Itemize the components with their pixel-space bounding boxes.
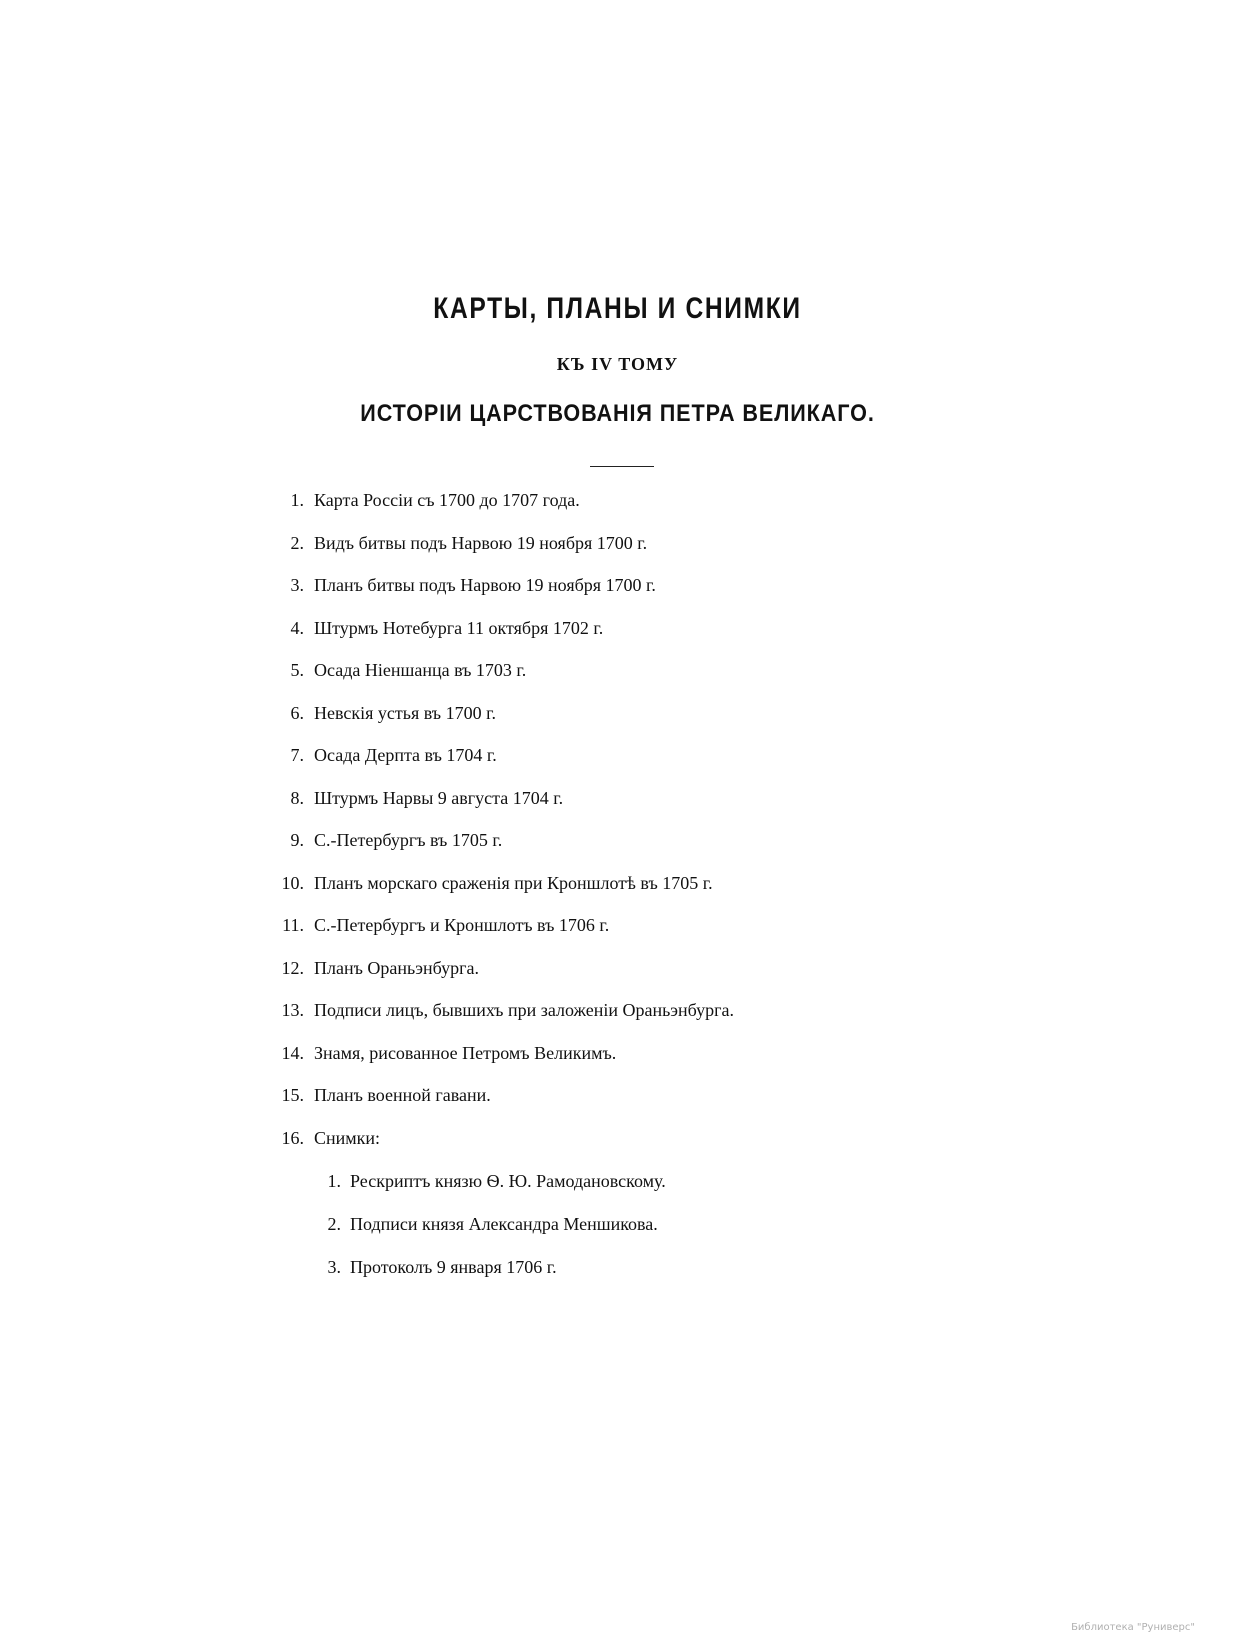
item-number: 10. [281,873,304,893]
sub-item-text: Подписи князя Александра Меншикова. [350,1214,658,1234]
item-text: Невскія устья въ 1700 г. [314,703,496,723]
item-text: Карта Россіи съ 1700 до 1707 года. [314,490,580,510]
item-number: 9. [290,830,304,850]
item-number: 12. [281,958,304,978]
item-text: С.-Петербургъ и Кроншлотъ въ 1706 г. [314,915,610,935]
item-text: Планъ битвы подъ Нарвою 19 ноября 1700 г. [314,575,656,595]
work-title: ИСТОРІИ ЦАРСТВОВАНІЯ ПЕТРА ВЕЛИКАГО. [360,400,875,427]
item-text: Видъ битвы подъ Нарвою 19 ноября 1700 г. [314,533,648,553]
item-number: 16. [281,1128,304,1148]
item-text: Знамя, рисованное Петромъ Великимъ. [314,1043,617,1063]
title-divider [590,466,654,467]
item-number: 4. [290,618,304,638]
page-title: КАРТЫ, ПЛАНЫ И СНИМКИ [433,292,802,325]
item-text: Планъ военной гавани. [314,1085,491,1105]
item-number: 8. [290,788,304,808]
item-text: Планъ морскаго сраженія при Кроншлотѣ въ 1705 г. [314,873,713,893]
item-number: 6. [290,703,304,723]
item-number: 1. [290,490,304,510]
item-text: Планъ Ораньэнбурга. [314,958,479,978]
item-text: Снимки: [314,1128,381,1148]
library-watermark: Библиотека "Руниверс" [1071,1622,1195,1633]
sub-item-text: Рескриптъ князю Ѳ. Ю. Рамодановскому. [350,1171,666,1191]
item-number: 3. [290,575,304,595]
item-text: Осада Дерпта въ 1704 г. [314,745,497,765]
sub-item-number: 1. [327,1171,341,1191]
item-text: Штурмъ Нарвы 9 августа 1704 г. [314,788,564,808]
item-number: 7. [290,745,304,765]
item-number: 2. [290,533,304,553]
sub-item-number: 3. [327,1257,341,1277]
item-number: 14. [281,1043,304,1063]
sub-item-number: 2. [327,1214,341,1234]
item-text: Осада Ніеншанца въ 1703 г. [314,660,527,680]
item-number: 5. [290,660,304,680]
sub-item-text: Протоколъ 9 января 1706 г. [350,1257,557,1277]
item-text: Подписи лицъ, бывшихъ при заложеніи Ораньэнбурга. [314,1000,734,1020]
item-number: 15. [281,1085,304,1105]
item-text: Штурмъ Нотебурга 11 октября 1702 г. [314,618,604,638]
volume-subtitle: КЪ IV ТОМУ [556,354,679,374]
item-number: 11. [282,915,304,935]
item-text: С.-Петербургъ въ 1705 г. [314,830,503,850]
item-number: 13. [281,1000,304,1020]
